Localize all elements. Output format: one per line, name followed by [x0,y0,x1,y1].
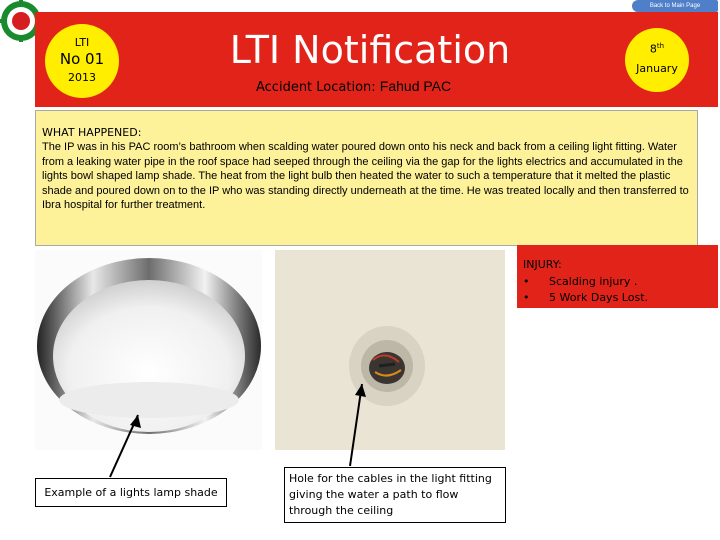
date-suffix: th [656,42,665,50]
injury-item-label: Scalding injury . [549,275,638,288]
location-label: Accident Location: [256,80,376,95]
location-value: Fahud PAC [379,78,452,94]
bullet: • [523,291,530,304]
bullet: • [523,275,530,288]
ceiling-hole-caption: Hole for the cables in the light fitting giving the water a path to flow through the ceiling [284,467,506,523]
date-day: 8 [649,42,657,56]
injury-title: INJURY: [523,258,562,271]
what-happened-text: The IP was in his PAC room’s bathroom when scalding water poured down onto his neck and back from a ceiling light fitting. Water from a leaking water pipe in the roof space had seeped through the ceiling via the gap for the lights electrics and accumulated in the lights bowl shaped lamp shade. The heat from the light bulb then heated the water to such a temperature that it melted the plastic shade and poured down on to the IP who was standing directly underneath at the time. He was treated locally and then transferred to Ibra hospital for further treatment. [42,141,689,212]
lamp-shade-caption: Example of a lights lamp shade [35,478,227,507]
lti-number: No 01 [59,50,105,68]
back-to-main-link[interactable]: Back to Main Page [632,0,718,12]
date-month: January [636,62,678,75]
injury-item-label: 5 Work Days Lost. [549,291,648,304]
what-happened-title: WHAT HAPPENED: [42,126,142,139]
page-title: LTI Notification [229,28,511,72]
lti-year: 2013 [68,71,96,84]
lti-label: LTI [74,36,90,49]
